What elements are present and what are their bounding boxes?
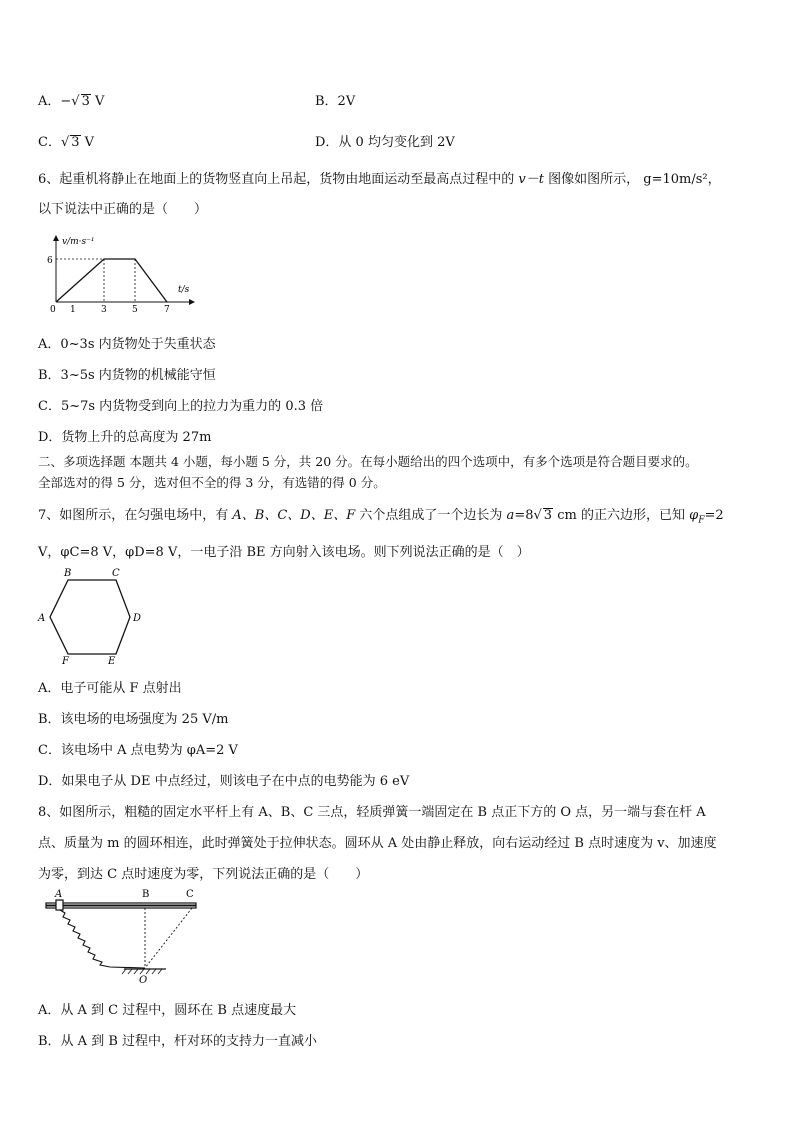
q8-label-c: C <box>186 889 194 900</box>
q5-option-c-radicand: 3 <box>71 135 80 150</box>
q6-stem-text-b: 图像如图所示， <box>548 172 640 187</box>
q6-graph-tick-0: 0 <box>50 305 56 314</box>
q7-stem-text-a: 7、如图所示，在匀强电场中，有 <box>38 508 229 523</box>
q7-hexagon-figure <box>36 566 148 668</box>
q5-option-c: C．√ 3 V <box>38 135 95 150</box>
q6-stem-vt: v－t <box>518 172 544 187</box>
q7-stem-text-b: 六个点组成了一个边长为 <box>359 508 503 523</box>
q5-option-d: D．从 0 均匀变化到 2V <box>315 135 455 150</box>
q5-option-c-unit: V <box>84 135 95 150</box>
q6-stem-text-a: 6、起重机将静止在地面上的货物竖直向上吊起，货物由地面运动至最高点过程中的 <box>38 172 515 187</box>
q6-option-c: C．5~7s 内货物受到向上的拉力为重力的 0.3 倍 <box>38 399 324 414</box>
q8-line-co <box>145 908 192 968</box>
q8-stem-line1: 8、如图所示，粗糙的固定水平杆上有 A、B、C 三点，轻质弹簧一端固定在 B 点正下方的 O 点，另一端与套在杆 A <box>38 805 706 820</box>
q6-graph-tick-7: 7 <box>164 305 170 314</box>
q6-option-a: A．0~3s 内货物处于失重状态 <box>38 337 216 352</box>
q8-spring <box>60 910 145 968</box>
q7-hex-label-c: C <box>112 568 120 579</box>
q7-stem-phi-sub: F <box>698 515 705 526</box>
q5-option-a-label: A． <box>38 94 61 109</box>
q7-stem-a-var: a <box>506 508 515 523</box>
q7-hex-label-f: F <box>62 656 69 667</box>
q7-hex-label-d: D <box>133 613 142 624</box>
section2-heading-line1: 二、多项选择题 本题共 4 小题，每小题 5 分，共 20 分。在每小题给出的四个选项中，有多个选项是符合题目要求的。 <box>38 454 698 469</box>
q8-stem-line2: 点、质量为 m 的圆环相连，此时弹簧处于拉伸状态。圆环从 A 处由静止释放，向右运动经过 B 点时速度为 v、加速度 <box>38 836 717 851</box>
q8-rod-spring-figure <box>40 886 204 986</box>
q6-graph-tick-5: 5 <box>132 305 138 314</box>
q8-label-b: B <box>142 889 150 900</box>
q7-stem-eq: =8 <box>514 508 534 523</box>
q7-option-a: A．电子可能从 F 点射出 <box>38 681 182 696</box>
q7-hex-label-b: B <box>64 568 72 579</box>
q6-option-b: B．3~5s 内货物的机械能守恒 <box>38 368 216 383</box>
q8-option-b: B．从 A 到 B 过程中，杆对环的支持力一直减小 <box>38 1034 318 1049</box>
q6-vt-graph <box>44 232 204 314</box>
q7-option-b: B．该电场的电场强度为 25 V/m <box>38 712 229 727</box>
q5-option-a: A．−√ 3 V <box>38 94 105 109</box>
q8-ground-hatch <box>122 969 162 974</box>
q7-option-c: C．该电场中 A 点电势为 φA=2 V <box>38 743 238 758</box>
q7-hexagon <box>50 580 130 654</box>
q5-option-c-label: C． <box>38 135 61 150</box>
q5-option-a-minus: − <box>60 94 72 109</box>
q6-stem-line1 <box>38 168 721 187</box>
q6-graph-ylabel: v/m·s⁻¹ <box>62 237 95 247</box>
q6-stem-line2: 以下说法中正确的是（ ） <box>38 202 208 217</box>
q7-stem-text-c: cm 的正六边形，已知 <box>557 508 685 523</box>
q8-ring <box>56 900 63 910</box>
q6-option-d: D．货物上升的总高度为 27m <box>38 430 212 445</box>
q6-graph-tick-1: 1 <box>70 305 76 314</box>
q8-stem-line3: 为零，到达 C 点时速度为零，下列说法正确的是（ ） <box>38 867 369 882</box>
q7-stem-points: A、B、C、D、E、F <box>232 508 356 523</box>
q8-option-a: A．从 A 到 C 过程中，圆环在 B 点速度最大 <box>38 1003 297 1018</box>
q6-graph-xlabel: t/s <box>178 285 190 295</box>
q7-stem-eq2: =2 <box>704 508 724 523</box>
q5-option-a-unit: V <box>95 94 105 109</box>
q6-graph-tick-3: 3 <box>101 305 107 314</box>
q7-option-d: D．如果电子从 DE 中点经过，则该电子在中点的电势能为 6 eV <box>38 774 410 789</box>
q7-stem-radicand: 3 <box>543 508 553 523</box>
q6-graph-tick-y6: 6 <box>47 256 53 266</box>
q6-graph-curve <box>56 259 167 302</box>
q7-stem-line2: V，φC=8 V，φD=8 V，一电子沿 BE 方向射入该电场。则下列说法正确的是（ ） <box>38 545 530 560</box>
q7-stem-line1: 7、如图所示，在匀强电场中，有 A、B、C、D、E、F 六个点组成了一个边长为 a=8√ 3 cm 的正六边形，已知 $\varphi_F=2$ <box>38 508 724 526</box>
q7-stem-phi: φ <box>689 508 699 523</box>
section2-heading-line2: 全部选对的得 5 分，选对但不全的得 3 分，有选错的得 0 分。 <box>38 475 386 490</box>
q8-label-o: O <box>139 975 148 986</box>
q7-hex-label-e: E <box>108 656 116 667</box>
q8-label-a: A <box>55 889 63 900</box>
q6-stem-g: g=10m/s²， <box>643 172 721 187</box>
q5-option-a-radicand: 3 <box>81 94 90 109</box>
q7-hex-label-a: A <box>38 613 46 624</box>
q5-option-b: B．2V <box>315 94 356 109</box>
